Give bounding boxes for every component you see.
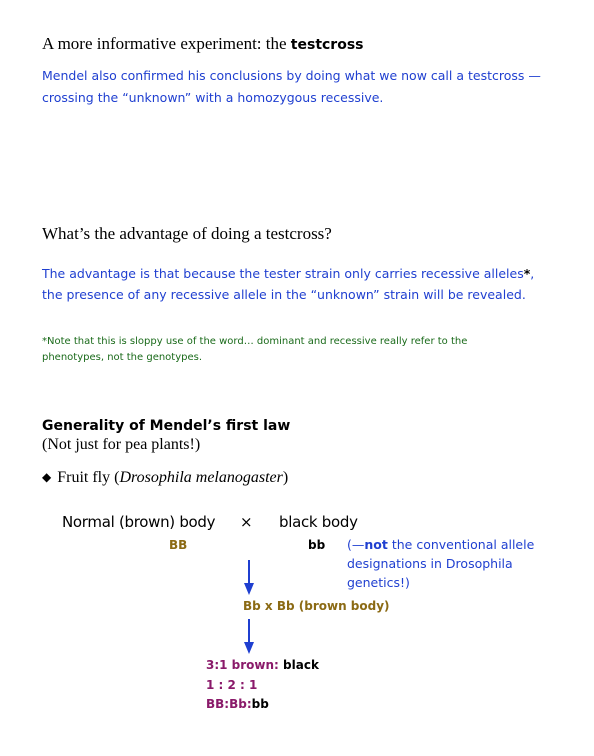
genotype-BB: BB xyxy=(169,538,188,552)
testcross-heading-text: A more informative experiment: the xyxy=(42,34,291,53)
fruit-fly-bullet xyxy=(42,469,288,487)
ratio-black: black xyxy=(283,658,319,672)
genotype-ratio-numbers: 1 : 2 : 1 xyxy=(206,678,258,692)
genotype-bb: bb xyxy=(308,538,326,552)
cross-arrow-line xyxy=(248,560,250,585)
species-name: Drosophila melanogaster xyxy=(119,469,283,486)
advantage-answer-line2: the presence of any recessive allele in the “unknown” strain will be revealed. xyxy=(42,287,526,302)
footnote-line2: phenotypes, not the genotypes. xyxy=(42,352,203,363)
cross-arrow-head xyxy=(244,583,254,595)
parent1-label: Normal (brown) body xyxy=(62,513,216,531)
generality-subtitle: (Not just for pea plants!) xyxy=(42,436,201,453)
fruit-fly-suffix: ) xyxy=(282,469,289,486)
generality-title: Generality of Mendel’s first law xyxy=(42,418,291,434)
fruit-fly-label: Fruit fly ( xyxy=(57,469,120,486)
testcross-explanation-line2: crossing the “unknown” with a homozygous recessive. xyxy=(42,90,384,105)
footnote-line1: *Note that this is sloppy use of the word… dominant and recessive really refer to the xyxy=(42,336,468,347)
genotype-BB-Bb: BB:Bb: xyxy=(206,697,252,711)
genotype-bb-final: bb xyxy=(251,697,269,711)
advantage-answer-line1 xyxy=(42,266,534,281)
allele-note-line3: genetics!) xyxy=(347,575,410,590)
offspring-arrow-line xyxy=(248,619,250,644)
testcross-heading-bold: testcross xyxy=(290,37,364,53)
ratio-3-1: 3:1 brown: xyxy=(206,658,284,672)
allele-note-line2: designations in Drosophila xyxy=(347,556,513,571)
genotype-ratio-labels xyxy=(206,697,269,711)
allele-note-not: not xyxy=(364,537,388,552)
asterisk-marker: * xyxy=(523,266,531,281)
cross-times-symbol: × xyxy=(240,513,253,531)
diamond-bullet-icon: ◆ xyxy=(42,470,52,484)
advantage-answer-comma: , xyxy=(530,266,535,281)
allele-note-line1 xyxy=(347,537,534,552)
parent2-label: black body xyxy=(279,513,358,531)
testcross-explanation-line1: Mendel also confirmed his conclusions by doing what we now call a testcross — xyxy=(42,68,541,83)
allele-note-rest: the conventional allele xyxy=(387,537,535,552)
offspring-arrow-head xyxy=(244,642,254,654)
phenotype-ratio xyxy=(206,658,319,672)
f1-cross: Bb x Bb (brown body) xyxy=(243,599,390,613)
allele-note-open: (— xyxy=(347,537,365,552)
testcross-heading xyxy=(42,34,364,54)
advantage-answer-text: The advantage is that because the tester strain only carries recessive alleles xyxy=(42,266,524,281)
advantage-question: What’s the advantage of doing a testcross? xyxy=(42,224,332,243)
